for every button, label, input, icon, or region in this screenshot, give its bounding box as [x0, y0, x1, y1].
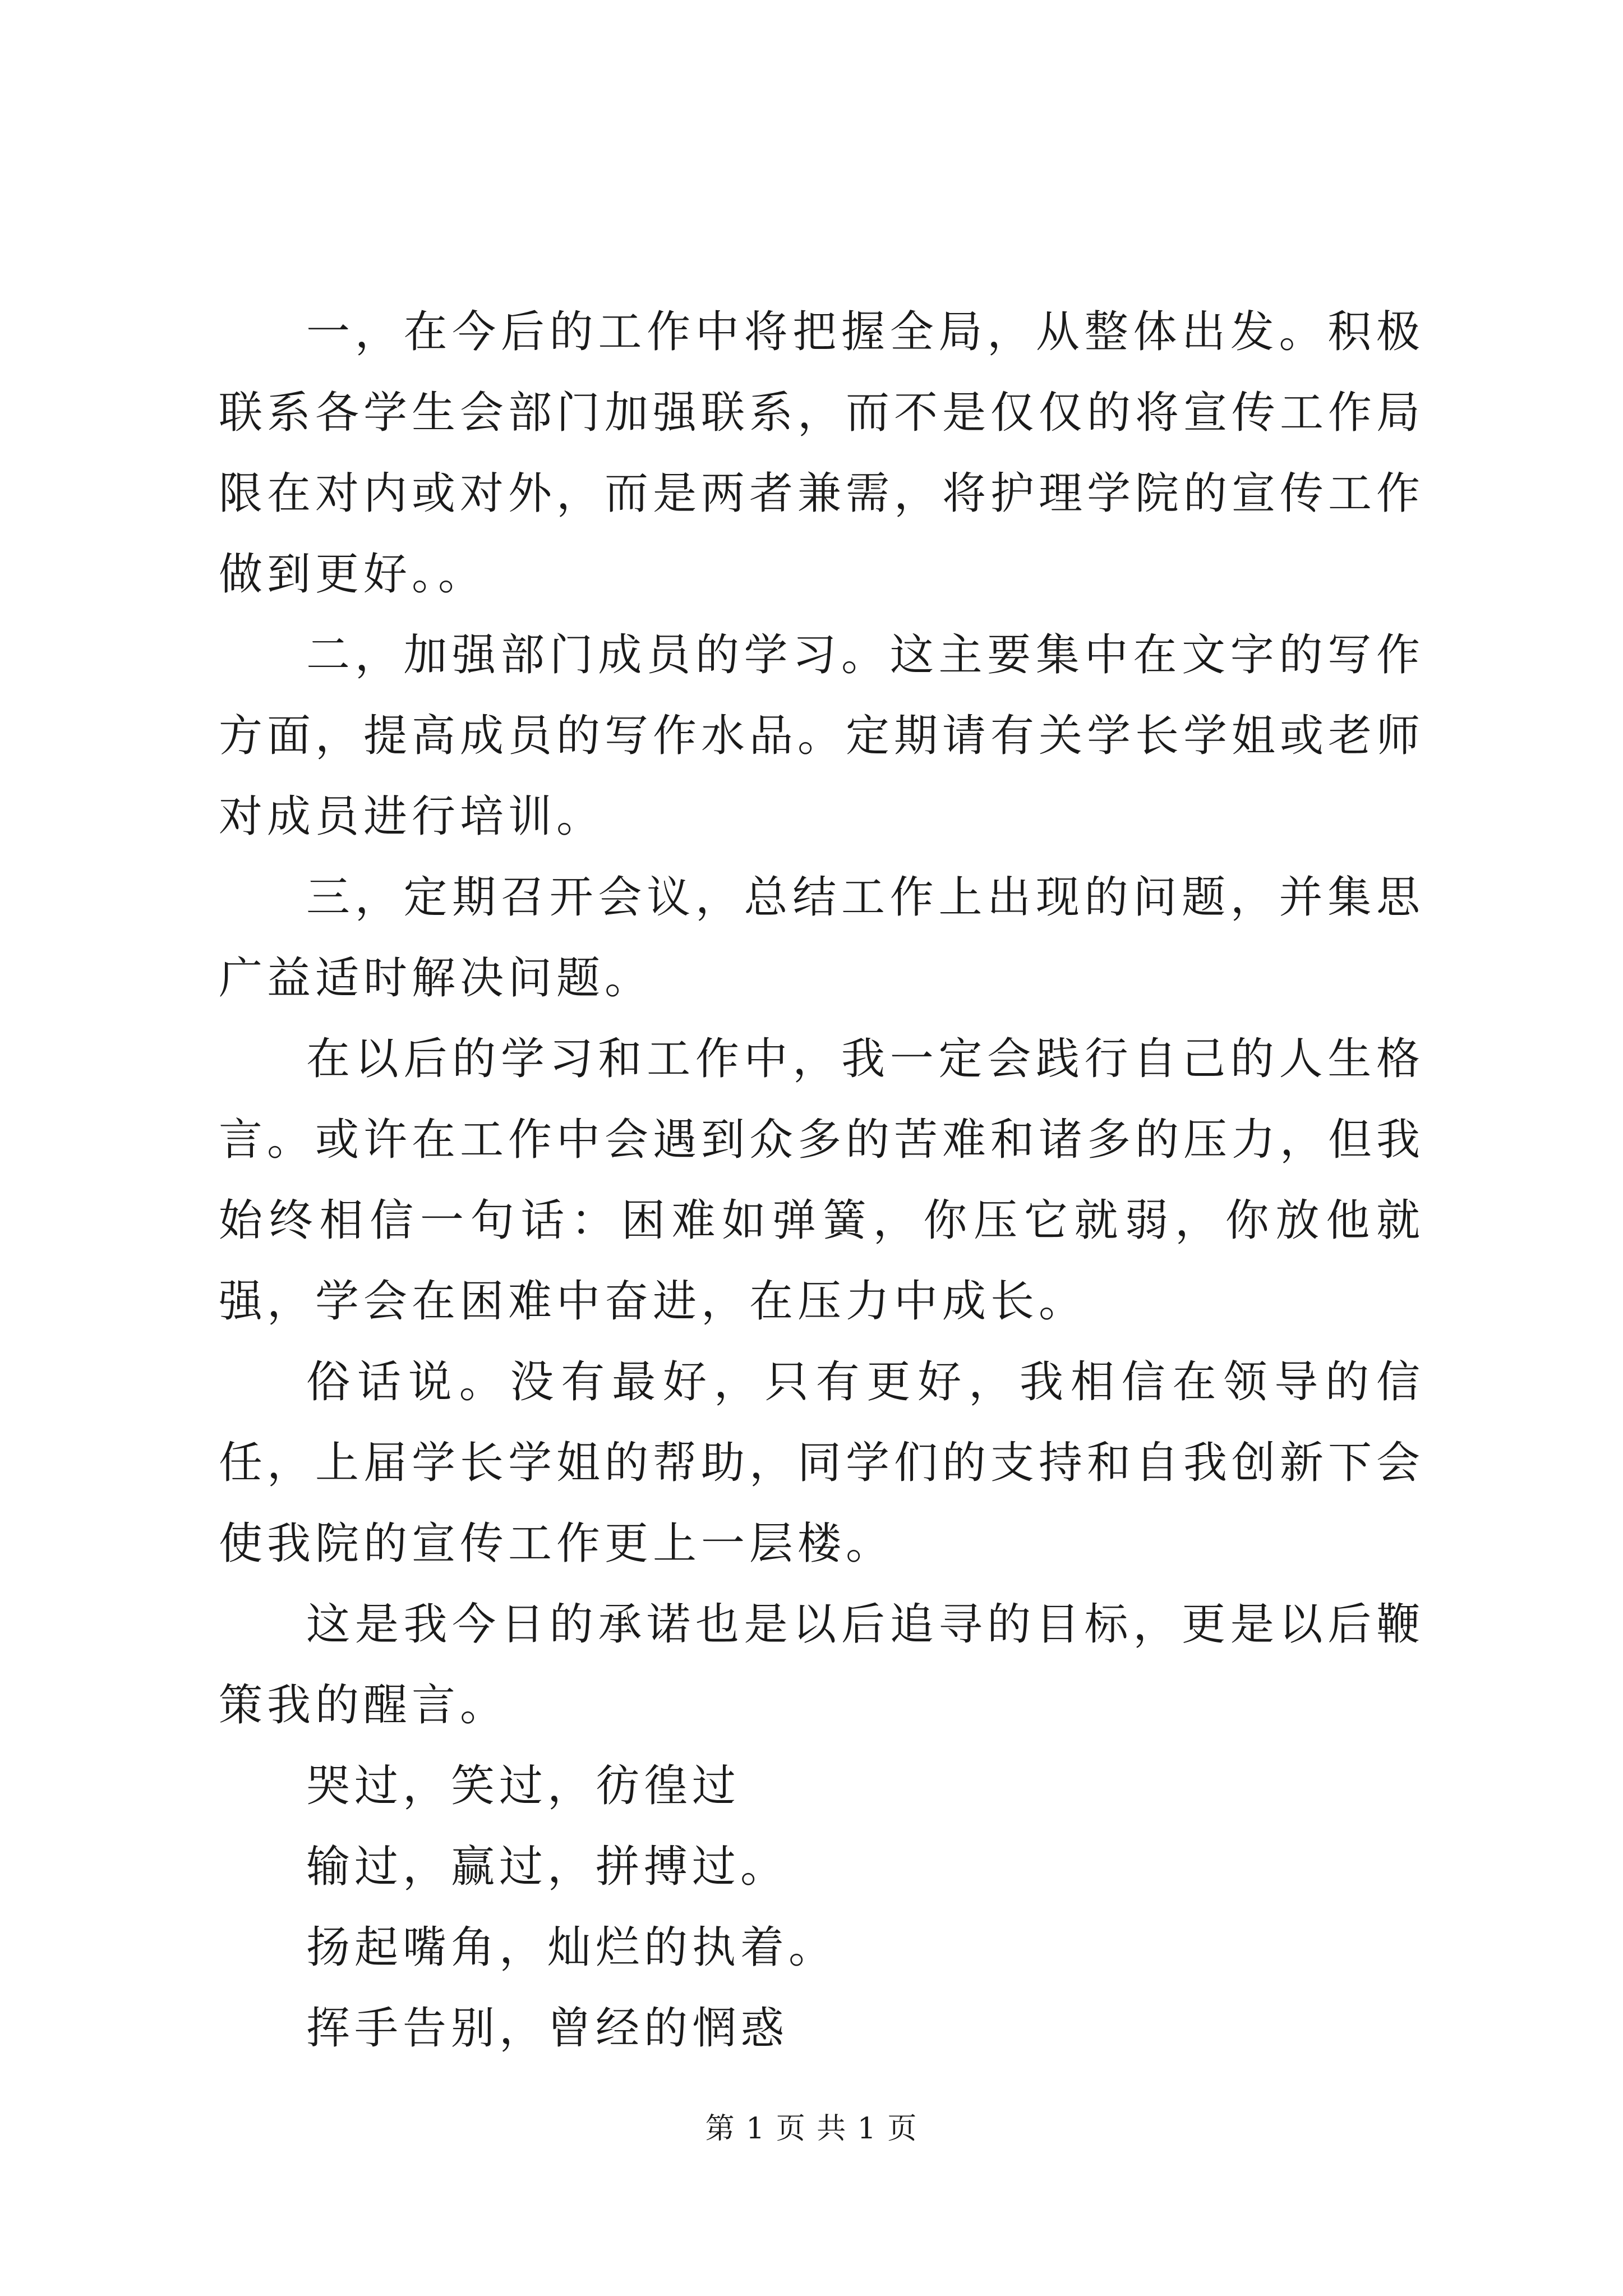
verse-line-2: 输过，赢过，拼搏过。	[306, 1842, 789, 1892]
document-body	[219, 292, 1424, 2069]
paragraph-5: 俗话说。没有最好，只有更好，我相信在领导的信任，上届学长学姐的帮助，同学们的支持和自我创新下会使我院的宣传工作更上一层楼。	[219, 1357, 1425, 1569]
paragraph-3: 三，定期召开会议，总结工作上出现的问题，并集思广益适时解决问题。	[219, 872, 1424, 1004]
paragraph-1: 一，在今后的工作中将把握全局，从整体出发。积极联系各学生会部门加强联系，而不是仅仅的将宣传工作局限在对内或对外，而是两者兼需，将护理学院的宣传工作做到更好。。	[219, 307, 1425, 600]
page-number-footer: 第 1 页 共 1 页	[705, 2112, 918, 2146]
paragraph-4: 在以后的学习和工作中，我一定会践行自己的人生格言。或许在工作中会遇到众多的苦难和诸多的压力，但我始终相信一句话：困难如弹簧，你压它就弱，你放他就强，学会在困难中奋进，在压力中成长。	[219, 1034, 1425, 1327]
verse-line-4: 挥手告别，曾经的惘惑	[306, 2003, 789, 2054]
paragraph-6: 这是我今日的承诺也是以后追寻的目标，更是以后鞭策我的醒言。	[219, 1599, 1424, 1731]
paragraph-2: 二，加强部门成员的学习。这主要集中在文字的写作方面，提高成员的写作水品。定期请有关学长学姐或老师对成员进行培训。	[219, 630, 1425, 842]
verse-line-3: 扬起嘴角，灿烂的执着。	[306, 1922, 837, 1973]
verse-line-1: 哭过，笑过，彷徨过	[306, 1761, 741, 1811]
